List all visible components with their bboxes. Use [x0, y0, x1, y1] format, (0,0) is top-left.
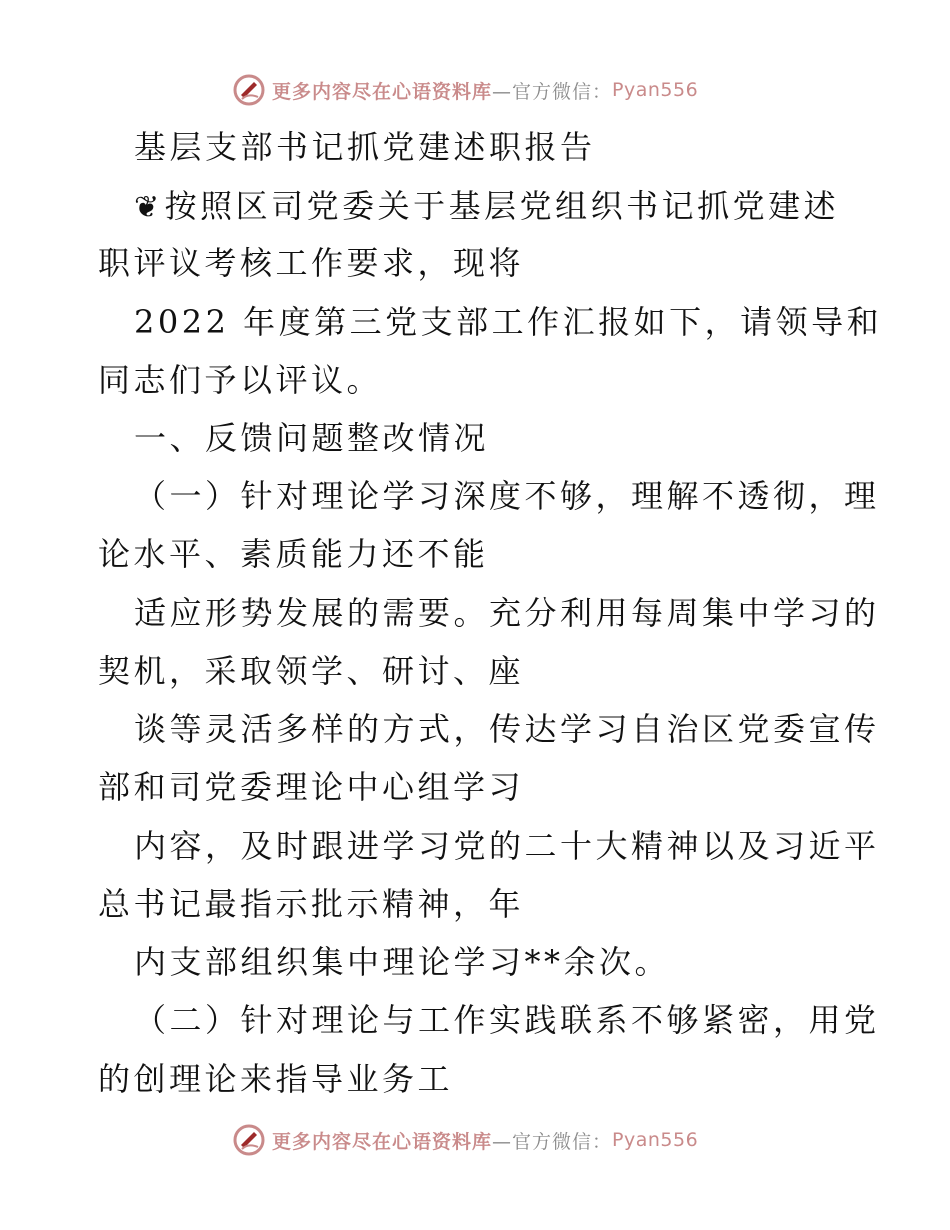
- paragraph-line: 的创理论来指导业务工: [98, 1060, 454, 1098]
- watermark-text: 更多内容尽在心语资料库: [272, 80, 493, 103]
- paragraph-line: 适应形势发展的需要。充分利用每周集中学习的: [134, 594, 880, 632]
- paragraph-line: 同志们予以评议。: [98, 361, 383, 399]
- section-heading: 一、反馈问题整改情况: [134, 419, 490, 457]
- paragraph-line: 内支部组织集中理论学习**余次。: [134, 943, 671, 981]
- watermark-text: 更多内容尽在心语资料库: [272, 1130, 493, 1153]
- header-watermark: [232, 70, 698, 110]
- paragraph-line: 部和司党委理论中心组学习: [98, 768, 525, 806]
- watermark-handle: Pyan556: [612, 79, 699, 101]
- document-title: 基层支部书记抓党建述职报告: [134, 128, 596, 166]
- watermark-separator: —官方微信：: [492, 1130, 613, 1153]
- paragraph-line: 内容，及时跟进学习党的二十大精神以及习近平: [134, 827, 880, 865]
- paragraph-line: 职评议考核工作要求，现将: [98, 244, 525, 282]
- paragraph-line: （一）针对理论学习深度不够，理解不透彻，理: [134, 477, 880, 515]
- paragraph-line: 谈等灵活多样的方式，传达学习自治区党委宣传: [134, 710, 880, 748]
- paragraph-line: （二）针对理论与工作实践联系不够紧密，用党: [134, 1001, 880, 1039]
- watermark-separator: —官方微信：: [492, 80, 613, 103]
- watermark-handle: Pyan556: [612, 1129, 699, 1151]
- watermark-logo-icon: [232, 1123, 266, 1157]
- paragraph-line: 总书记最指示批示精神，年: [98, 885, 525, 923]
- paragraph-line: 论水平、素质能力还不能: [98, 535, 489, 573]
- watermark-logo-icon: [232, 73, 266, 107]
- paragraph-line-text: 按照区司党委关于基层党组织书记抓党建述: [164, 187, 840, 225]
- paragraph-line: 契机，采取领学、研讨、座: [98, 652, 525, 690]
- paragraph-line: 2022 年度第三党支部工作汇报如下，请领导和: [134, 303, 883, 341]
- flourish-icon: ❦: [134, 190, 163, 225]
- footer-watermark: [232, 1120, 698, 1160]
- paragraph-line: [134, 186, 839, 228]
